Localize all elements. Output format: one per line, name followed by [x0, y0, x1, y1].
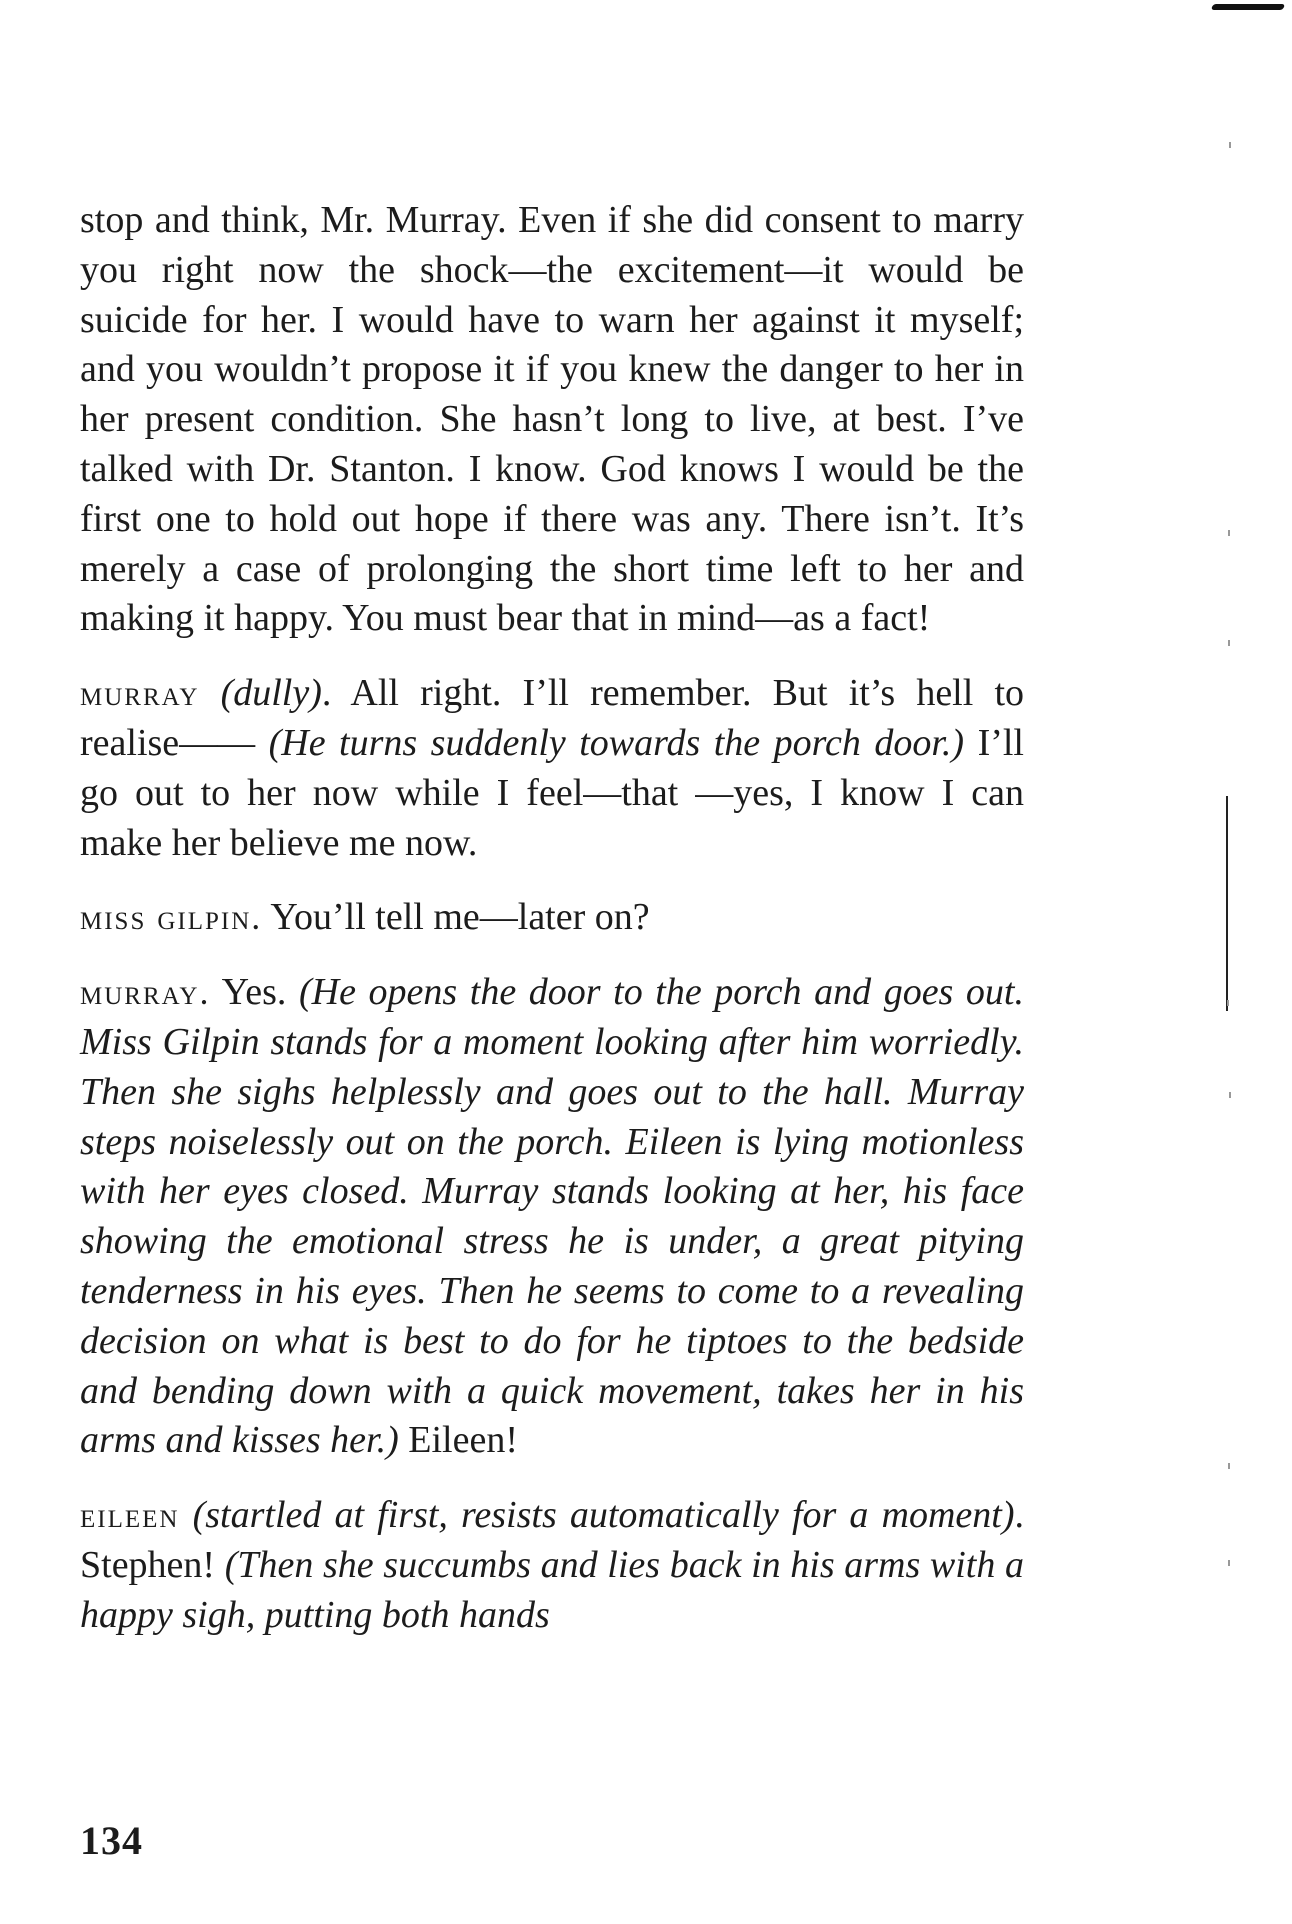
speck	[1229, 142, 1231, 148]
stage-direction: (He opens the door to the porch and goes out. Miss Gilpin stands for a moment looking after him worriedly. Then she sighs helplessly and goes out to the hall. Murray steps noiselessly out on the porch. Eileen is lying motionless with her eyes closed. Murray stands looking at her, his face showing the emotional stress he is under, a great pitying tenderness in his eyes. Then he seems to come to a revealing decision on what is best to do for he tiptoes to the bedside and bending down with a quick movement, takes her in his arms and kisses her.)	[80, 971, 1024, 1462]
speck	[1228, 640, 1230, 646]
speaker-name: murray	[80, 673, 200, 714]
paragraph-murray	[80, 669, 1024, 868]
speaker-name: eileen	[80, 1495, 180, 1536]
paragraph-dialogue	[80, 196, 1024, 644]
dialogue-text: stop and think, Mr. Murray. Even if she did consent to marry you right now the shock—the excitement—it would be suicide for her. I would have to warn her against it myself; and you wouldn’t propose it if you knew the danger to her in her present condition. She hasn’t long to live, at best. I’ve talked with Dr. Stanton. I know. God knows I would be the first one to hold out hope if there was any. There isn’t. It’s merely a case of prolonging the short time left to her and making it happy. You must bear that in mind—as a fact!	[80, 199, 1024, 640]
speck	[1227, 1000, 1229, 1006]
margin-rule	[1226, 796, 1228, 1011]
stage-direction: (dully)	[220, 672, 322, 715]
speck	[1228, 1463, 1230, 1469]
speaker-name: murray.	[80, 972, 211, 1013]
paragraph-murray-2	[80, 968, 1024, 1466]
dialogue-text: Yes.	[210, 971, 299, 1014]
dialogue-text: . Stephen!	[80, 1494, 1024, 1586]
speck	[1229, 1092, 1231, 1098]
page-body	[80, 196, 1024, 1666]
page-edge-mark	[1211, 4, 1285, 10]
dialogue-text	[179, 1494, 192, 1536]
speaker-name: miss gilpin.	[80, 897, 263, 938]
page-number: 134	[80, 1818, 143, 1863]
dialogue-text: Eileen!	[398, 1419, 518, 1462]
dialogue-text	[199, 672, 220, 714]
dialogue-text: You’ll tell me—later on?	[262, 896, 650, 939]
stage-direction: (He turns suddenly towards the porch door.)	[268, 721, 965, 764]
speck	[1228, 1560, 1230, 1566]
stage-direction: (Then she succumbs and lies back in his arms with a happy sigh, putting both hands	[80, 1543, 1024, 1636]
dialogue-text: I’ll go out to her now while I feel—that —yes, I know I can make her believe me now.	[80, 721, 1024, 864]
stage-direction: (startled at first, resists automatically for a moment)	[192, 1494, 1015, 1537]
dialogue-text: . All right. I’ll remember. But it’s hell to realise——	[80, 672, 1024, 764]
speck	[1228, 530, 1230, 536]
paragraph-eileen	[80, 1491, 1024, 1640]
paragraph-miss-gilpin	[80, 893, 1024, 943]
